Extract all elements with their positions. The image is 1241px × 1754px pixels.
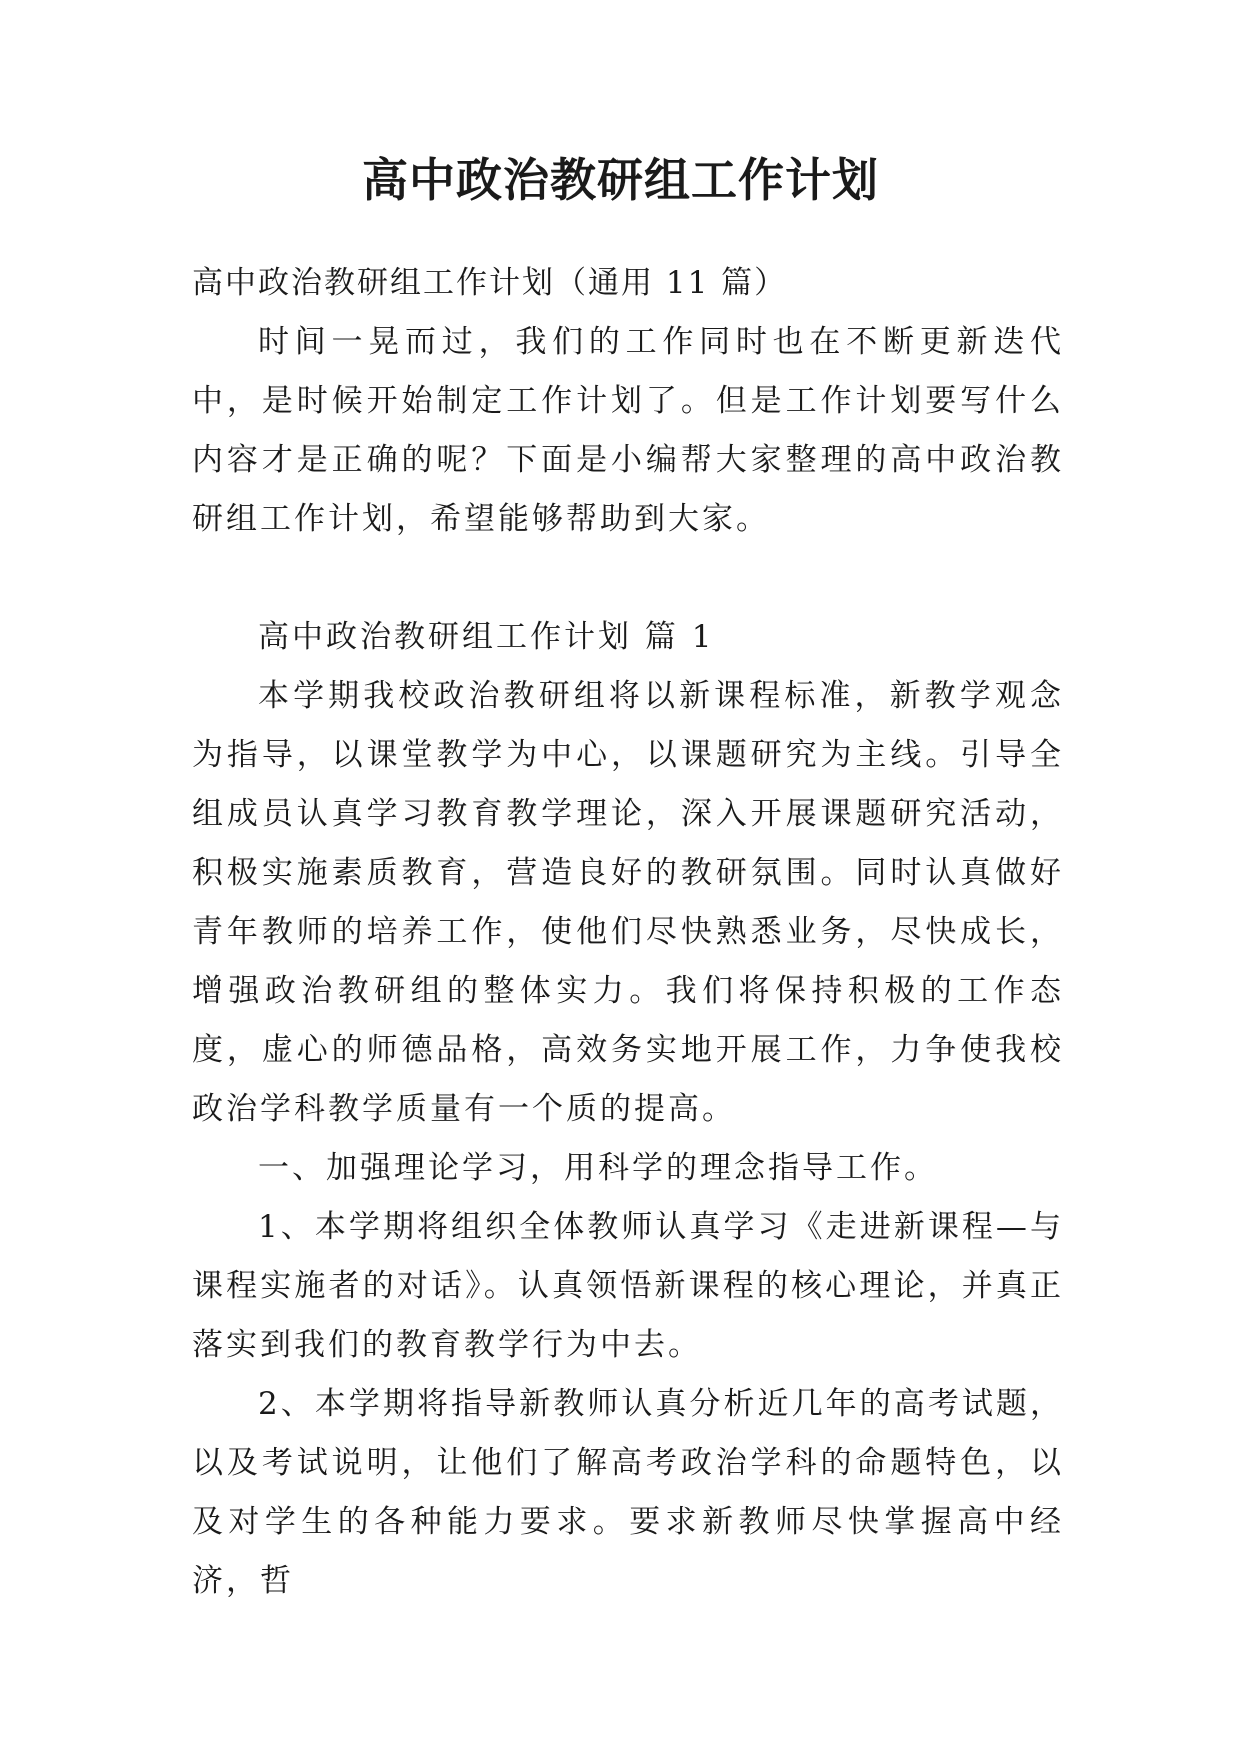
document-body xyxy=(192,254,1064,1611)
section-gap xyxy=(192,549,1064,608)
body-paragraph: 1、本学期将组织全体教师认真学习《走进新课程—与课程实施者的对话》。认真领悟新课程的核心理论，并真正落实到我们的教育教学行为中去。 xyxy=(192,1209,1064,1363)
document-subtitle: 高中政治教研组工作计划（通用 11 篇） xyxy=(192,265,788,301)
body-paragraph: 2、本学期将指导新教师认真分析近几年的高考试题，以及考试说明，让他们了解高考政治学科的命题特色，以及对学生的各种能力要求。要求新教师尽快掌握高中经济，哲 xyxy=(192,1386,1064,1599)
body-paragraph: 本学期我校政治教研组将以新课程标准，新教学观念为指导，以课堂教学为中心，以课题研究为主线。引导全组成员认真学习教育教学理论，深入开展课题研究活动，积极实施素质教育，营造良好的教研氛围。同时认真做好青年教师的培养工作，使他们尽快熟悉业务，尽快成长，增强政治教研组的整体实力。我们将保持积极的工作态度，虚心的师德品格，高效务实地开展工作，力争使我校政治学科教学质量有一个质的提高。 xyxy=(192,678,1064,1127)
section-heading: 高中政治教研组工作计划 篇 1 xyxy=(258,619,715,655)
document-title: 高中政治教研组工作计划 xyxy=(362,153,879,207)
body-paragraph: 一、加强理论学习，用科学的理念指导工作。 xyxy=(258,1150,938,1186)
intro-paragraph: 时间一晃而过，我们的工作同时也在不断更新迭代中，是时候开始制定工作计划了。但是工作计划要写什么内容才是正确的呢？下面是小编帮大家整理的高中政治教研组工作计划，希望能够帮助到大家。 xyxy=(192,324,1064,537)
